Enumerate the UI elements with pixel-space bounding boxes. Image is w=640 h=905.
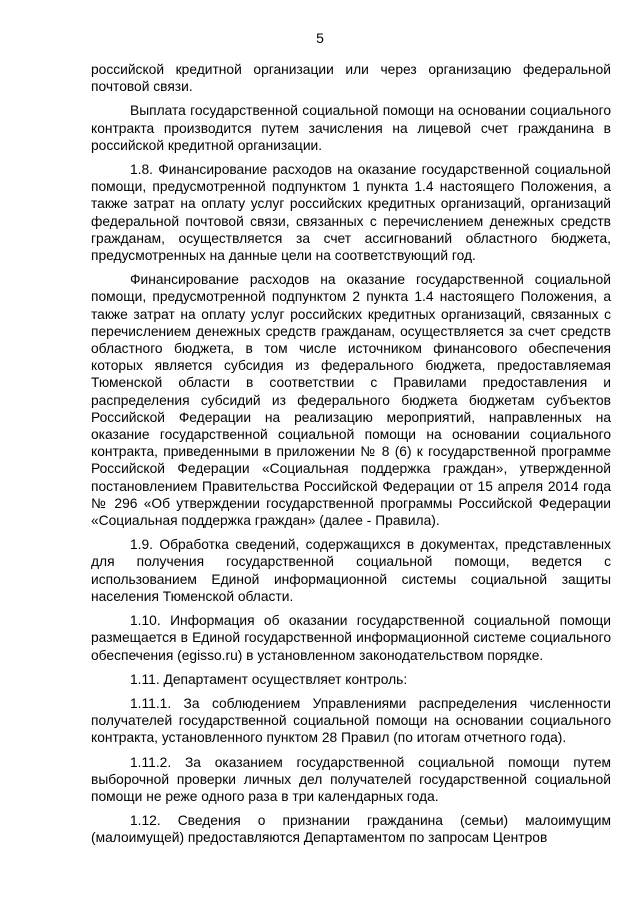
- paragraph-1-11: 1.11. Департамент осуществляет контроль:: [130, 671, 408, 687]
- page-number: 5: [316, 30, 324, 46]
- paragraph-1-11-1: 1.11.1. За соблюдением Управлениями распределения численности получателей государственной социальной помощи на основании социального контракта, установленного пунктом 28 Правил (по итогам отчетного года).: [91, 695, 611, 746]
- paragraph-payment: Выплата государственной социальной помощи на основании социального контракта производится путем зачисления на лицевой счет гражданина в российской кредитной организации.: [91, 103, 611, 153]
- paragraph-financing: Финансирование расходов на оказание государственной социальной помощи, предусмотренной подпунктом 2 пункта 1.4 настоящего Положения, а также затрат на оплату услуг российских кредитных организаций, связанных с перечислением денежных средств гражданам, осуществляется за счет средств областного бюджета, в том числе источником финансового обеспечения которых является субсидия из федерального бюджета, предоставляемая Тюменской области в соответствии с Правилами предоставления и распределения субсидий из федерального бюджета бюджетам субъектов Российской Федерации на реализацию мероприятий, направленных на оказание государственной социальной помощи на основании социального контракта, приведенными в приложении № 8 (6) к государственной программе Российской Федерации «Социальная поддержка граждан», утвержденной постановлением Правительства Российской Федерации от 15 апреля 2014 года № 296 «Об утверждении государственной программы Российской Федерации «Социальная поддержка граждан» (далее - Правила).: [91, 272, 611, 529]
- paragraph-1-8: 1.8. Финансирование расходов на оказание государственной социальной помощи, предусмотренной подпунктом 1 пункта 1.4 настоящего Положения, а также затрат на оплату услуг российских кредитных организаций, организаций федеральной почтовой связи, связанных с перечислением денежных средств гражданам, осуществляется за счет ассигнований областного бюджета, предусмотренных на данные цели на соответствующий год.: [91, 162, 611, 264]
- paragraph-1-11-2: 1.11.2. За оказанием государственной социальной помощи путем выборочной проверки личных дел получателей государственной социальной помощи не реже одного раза в три календарных года.: [91, 754, 611, 804]
- document-body: [91, 61, 611, 854]
- paragraph-1-12: 1.12. Сведения о признании гражданина (семьи) малоимущим (малоимущей) предоставляются Департаментом по запросам Центров: [91, 813, 611, 846]
- paragraph-continuation: российской кредитной организации или через организацию федеральной почтовой связи.: [91, 62, 611, 95]
- paragraph-1-10: 1.10. Информация об оказании государственной социальной помощи размещается в Единой государственной информационной системе социального обеспечения (egisso.ru) в установленном законодательством порядке.: [91, 613, 611, 663]
- paragraph-1-9: 1.9. Обработка сведений, содержащихся в документах, представленных для получения государственной социальной помощи, ведется с использованием Единой информационной системы социальной защиты населения Тюменской области.: [91, 537, 611, 604]
